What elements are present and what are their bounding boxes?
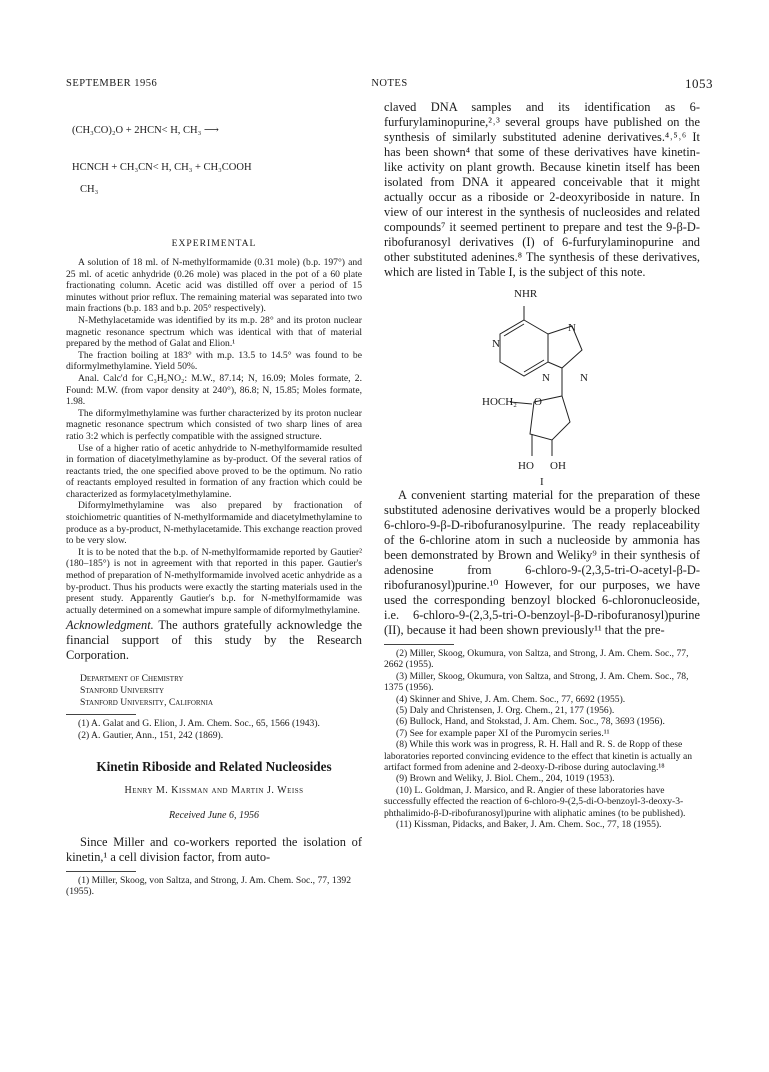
affiliation	[80, 673, 362, 708]
label-nhr: NHR	[514, 288, 538, 300]
exp-paragraph: Anal. Calc'd for C₃H₅NO₂: M.W., 87.14; N, 16.09; Moles formate, 2. Found: M.W. (from vapor density at 240°), 86.8; N, 15.85; Moles formate, 1.98.	[66, 372, 362, 408]
intro-paragraph: Since Miller and co-workers reported the isolation of kinetin,¹ a cell division factor, from auto-	[66, 835, 362, 864]
label-n: N	[568, 322, 576, 334]
exp-paragraph: Use of a higher ratio of acetic anhydride to N-methylformamide resulted in formation of diacetylmethylamine as by-product. Of the several ratios of reactants tried, the one specified above proved to be the optimum. No ratio of reactants employed resulted in formation of any fraction which could be characterized as formylacetylmethylamine.	[66, 442, 362, 500]
footnote: (1) Miller, Skoog, von Saltza, and Strong, J. Am. Chem. Soc., 77, 1392 (1955).	[66, 875, 352, 898]
article-title: Kinetin Riboside and Related Nucleosides	[96, 759, 332, 774]
label-o: O	[534, 396, 542, 408]
body-paragraph: A convenient starting material for the preparation of these substituted adenosine derivatives would be a properly blocked 6-chloro-9-β-D-ribofuranosylpurine. The ready replaceability of the 6-chlorine atom in such a nucleoside by ammonia has been demonstrated by Brown and Weliky⁹ in their synthesis of adenosine from 6-chloro-9-(2,3,5-tri-O-acetyl-β-D-ribofuranosyl)purine.¹⁰ However, for our purposes, we have used the corresponding benzoyl blocked 6-chloronucleoside, i.e. 6-chloro-9-(2,3,5-tri-O-benzoyl-β-D-ribofuranosyl)purine (II), because it had been shown previously¹¹ that the pre-	[384, 488, 700, 637]
imidazole-ring	[548, 326, 582, 368]
footnote: (9) Brown and Weliky, J. Biol. Chem., 204, 1019 (1953).	[396, 773, 615, 785]
footnote: (7) See for example paper XI of the Puromycin series.¹¹	[396, 727, 610, 739]
acknowledgment-label: Acknowledgment.	[66, 618, 154, 633]
received-date: Received June 6, 1956	[169, 810, 259, 821]
pyrimidine-ring	[500, 320, 548, 376]
footnote: (8) While this work was in progress, R. H. Hall and R. S. de Ropp of these laboratories reported convincing evidence to the effect that kinetin is actually an artifact formed from adenine and 2-deoxy-D-ribose during autoclaving.¹⁸	[384, 739, 693, 774]
exp-paragraph: A solution of 18 ml. of N-methylformamide (0.31 mole) (b.p. 197°) and 25 ml. of acetic anhydride (0.26 mole) was placed in the pot of a 60 plate fractionating column. Acetic acid was distilled off over a period of 15 minutes without prior reflux. The remaining material was separated into two main fractions (b.p. 183 and b.p. 205° respectively).	[66, 257, 362, 315]
left-column	[66, 100, 362, 898]
page-header	[66, 78, 713, 94]
scheme-line-2: HCNCH + CH₃CN< H, CH₃ + CH₃COOH	[72, 162, 252, 173]
exp-paragraph: Diformylmethylamine was also prepared by fractionation of stoichiometric quantities of N-methylformamide and diacetylmethylamine to produce as a by-product, N-methylacetamide. This exchange reaction proved to be very slow.	[66, 500, 362, 547]
affiliation-line: Department of Chemistry	[80, 673, 184, 685]
label-ho: HO	[518, 460, 534, 472]
label-n: N	[542, 372, 550, 384]
footnote: (6) Bullock, Hand, and Stokstad, J. Am. Chem. Soc., 78, 3693 (1956).	[396, 716, 665, 728]
header-date: SEPTEMBER 1956	[66, 78, 158, 89]
exp-paragraph: The fraction boiling at 183° with m.p. 13.5 to 14.5° was found to be diformylmethylamine. Yield 50%.	[66, 349, 362, 373]
footnote: (4) Skinner and Shive, J. Am. Chem. Soc., 77, 6692 (1955).	[396, 693, 626, 705]
footnote: (3) Miller, Skoog, Okumura, von Saltza, and Strong, J. Am. Chem. Soc., 78, 1375 (1956).	[384, 670, 689, 694]
exp-paragraph: The diformylmethylamine was further characterized by its proton nuclear magnetic resonance spectrum which consisted of two sharp lines of area ratio 3:2 which is perfectly compatible with the assigned structure.	[66, 407, 362, 442]
label-n: N	[580, 372, 588, 384]
exp-paragraph: It is to be noted that the b.p. of N-methylformamide reported by Gautier² (180–185°) is not in agreement with that reported in this paper. Gautier's method of preparation of N-methylformamide involved acetic anhydride as a by-product. Thus his products were exactly the starting materials used in the present study. Apparently Gautier's b.p. for N-methylformamide was actually determined on a somewhat impure sample of diformylmethylamine.	[66, 546, 362, 616]
nucleoside-structure	[444, 284, 644, 484]
footnote: (2) Miller, Skoog, Okumura, von Saltza, and Strong, J. Am. Chem. Soc., 77, 2662 (1955).	[384, 648, 689, 671]
body-paragraph: claved DNA samples and its identification as 6-furfurylaminopurine,²˒³ several groups have published on the synthesis of similarly substituted adenine derivatives.⁴˒⁵˒⁶ It has been shown⁴ that some of these derivatives have kinetin-like activity on plant growth. Because kinetin itself has been isolated from DNA it appeared conceivable that it might actually occur as a riboside or 2-deoxyriboside in nature. In view of our interest in the synthesis of nucleosides and related compounds⁷ it seemed pertinent to prepare and test the 9-β-D-ribofuranosyl derivatives (I) of 6-furfurylaminopurine and other substituted adenines.⁸ The synthesis of these derivatives, which are listed in Table I, is the subject of this note.	[384, 100, 700, 279]
structure-figure	[384, 280, 700, 488]
header-section: NOTES	[371, 78, 408, 89]
right-column	[384, 100, 700, 831]
article-authors: Henry M. Kissman and Martin J. Weiss	[124, 785, 304, 796]
exp-paragraph: N-Methylacetamide was identified by its m.p. 28° and its proton nuclear magnetic resonance spectrum which was identical with that of material prepared by the method of Galat and Elion.¹	[66, 314, 362, 350]
page-number: 1053	[685, 76, 713, 91]
footnote: (2) A. Gautier, Ann., 151, 242 (1869).	[78, 729, 224, 741]
footnote: (1) A. Galat and G. Elion, J. Am. Chem. Soc., 65, 1566 (1943).	[78, 718, 320, 730]
footnote: (11) Kissman, Pidacks, and Baker, J. Am. Chem. Soc., 77, 18 (1955).	[396, 819, 662, 831]
section-heading: EXPERIMENTAL	[171, 238, 257, 249]
scheme-line-1: (CH₃CO)₂O + 2HCN< H, CH₃ ⟶	[72, 125, 219, 136]
label-oh: OH	[550, 460, 566, 472]
footnote: (10) L. Goldman, J. Marsico, and R. Angier of these laboratories have successfully effected the reaction of 6-chloro-9-(2,5-di-O-benzoyl-3-deoxy-3-phthalimido-β-D-ribofuranosyl)purine with aliphatic amines (to be published).	[384, 784, 686, 819]
reaction-scheme	[66, 100, 362, 228]
compound-number: I	[540, 476, 544, 488]
affiliation-line: Stanford University, California	[80, 696, 214, 708]
label-n: N	[492, 338, 500, 350]
footnote-rule	[66, 714, 136, 715]
acknowledgment-text: The authors gratefully acknowledge the financial support of this study by the Research Corporation.	[66, 618, 362, 663]
affiliation-line: Stanford University	[80, 685, 165, 696]
footnote-rule	[66, 871, 136, 872]
footnote: (5) Daly and Christensen, J. Org. Chem., 21, 177 (1956).	[396, 705, 615, 717]
footnote-rule	[384, 644, 454, 645]
acknowledgment	[66, 618, 362, 663]
scheme-line-3: CH₃	[80, 184, 99, 195]
label-hoch2: HOCH₂	[482, 396, 518, 408]
